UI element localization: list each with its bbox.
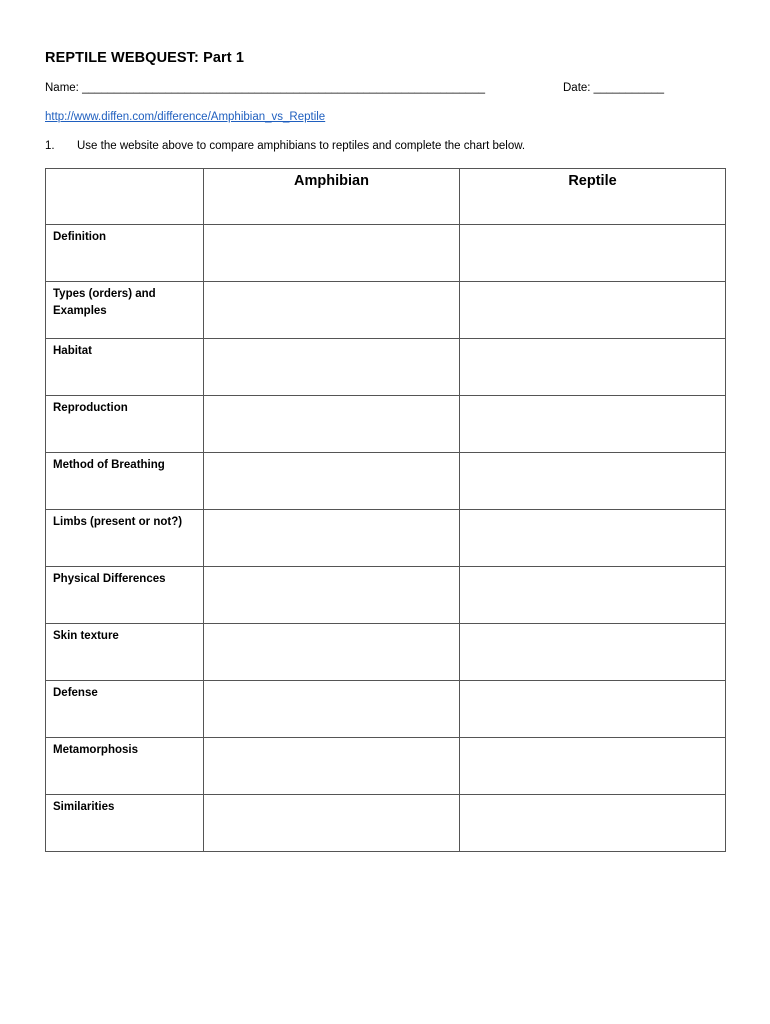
amphibian-cell[interactable]: [204, 795, 460, 852]
amphibian-cell[interactable]: [204, 681, 460, 738]
reptile-cell[interactable]: [460, 795, 726, 852]
table-row: [46, 681, 726, 738]
header-reptile: Reptile: [460, 169, 726, 225]
amphibian-cell[interactable]: [204, 567, 460, 624]
diffen-link[interactable]: http://www.diffen.com/difference/Amphibian_vs_Reptile: [45, 111, 326, 123]
reptile-cell[interactable]: [460, 225, 726, 282]
header-amphibian: Amphibian: [204, 169, 460, 225]
table-row: [46, 339, 726, 396]
row-label: Method of Breathing: [46, 453, 204, 510]
row-label: Definition: [46, 225, 204, 282]
amphibian-cell[interactable]: [204, 624, 460, 681]
row-label: Similarities: [46, 795, 204, 852]
reptile-cell[interactable]: [460, 738, 726, 795]
table-row: [46, 795, 726, 852]
reptile-cell[interactable]: [460, 453, 726, 510]
table-row: [46, 225, 726, 282]
table-row: [46, 510, 726, 567]
reptile-cell[interactable]: [460, 339, 726, 396]
amphibian-cell[interactable]: [204, 339, 460, 396]
header-row: [46, 169, 726, 225]
row-label: Physical Differences: [46, 567, 204, 624]
row-label: Metamorphosis: [46, 738, 204, 795]
reptile-cell[interactable]: [460, 681, 726, 738]
row-label: Defense: [46, 681, 204, 738]
instruction-number: 1.: [45, 140, 55, 152]
header-corner-cell: [46, 169, 204, 225]
amphibian-cell[interactable]: [204, 510, 460, 567]
table-row: [46, 624, 726, 681]
table-row: [46, 738, 726, 795]
amphibian-cell[interactable]: [204, 396, 460, 453]
reptile-cell[interactable]: [460, 510, 726, 567]
worksheet-title: REPTILE WEBQUEST: Part 1: [45, 50, 244, 66]
instruction-text: Use the website above to compare amphibians to reptiles and complete the chart below.: [77, 140, 526, 152]
amphibian-cell[interactable]: [204, 282, 460, 339]
amphibian-cell[interactable]: [204, 738, 460, 795]
row-label: Limbs (present or not?): [46, 510, 204, 567]
reptile-cell[interactable]: [460, 624, 726, 681]
reptile-cell[interactable]: [460, 396, 726, 453]
table-row: [46, 453, 726, 510]
row-label: Skin texture: [46, 624, 204, 681]
amphibian-cell[interactable]: [204, 225, 460, 282]
row-label: Reproduction: [46, 396, 204, 453]
reptile-cell[interactable]: [460, 567, 726, 624]
amphibian-cell[interactable]: [204, 453, 460, 510]
instruction-1: [45, 140, 525, 152]
table-row: [46, 396, 726, 453]
table-row: [46, 282, 726, 339]
reptile-cell[interactable]: [460, 282, 726, 339]
row-label: Types (orders) and Examples: [46, 282, 204, 339]
comparison-chart: [45, 168, 726, 852]
name-field: Name: _______________________________________________________________: [45, 82, 485, 94]
row-label: Habitat: [46, 339, 204, 396]
date-field: Date: ___________: [563, 82, 665, 94]
table-row: [46, 567, 726, 624]
